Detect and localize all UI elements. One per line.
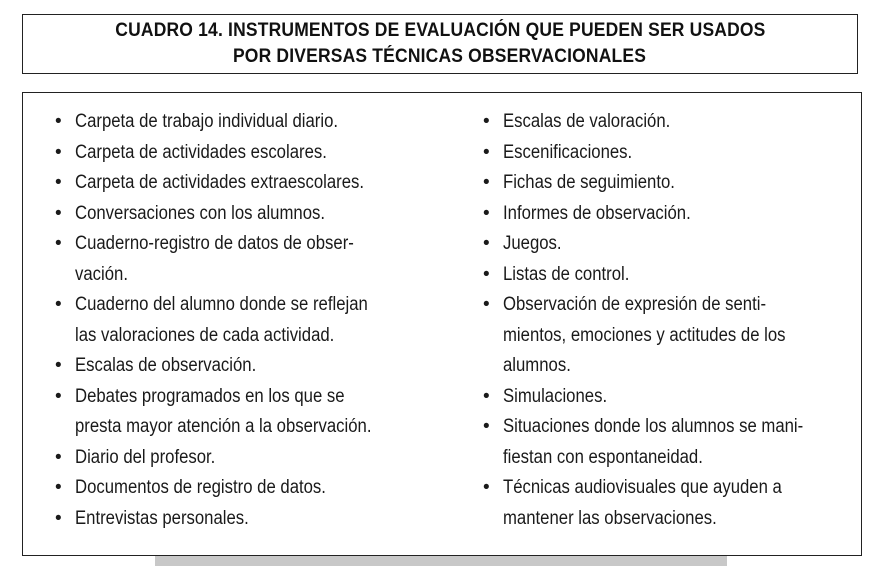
bullet-icon: •	[55, 385, 62, 407]
list-item	[481, 260, 837, 291]
page-shadow-bar	[155, 556, 727, 566]
list-item-text: Cuaderno del alumno donde se reflejan	[75, 294, 368, 315]
title-line-1: CUADRO 14. INSTRUMENTOS DE EVALUACIÓN QUE PUEDEN SER USADOS	[114, 20, 766, 41]
list-item-text: fiestan con espontaneidad.	[503, 446, 703, 468]
list-item	[53, 290, 413, 321]
bullet-icon: •	[483, 141, 490, 163]
list-item	[481, 504, 837, 535]
list-item-text: Escalas de valoración.	[503, 111, 671, 132]
bullet-icon: •	[483, 263, 490, 285]
list-item	[481, 168, 837, 199]
bullet-icon: •	[483, 233, 490, 254]
title-line-2: POR DIVERSAS TÉCNICAS OBSERVACIONALES	[233, 46, 647, 67]
list-item-text: Escenificaciones.	[503, 141, 633, 163]
list-item	[53, 382, 413, 413]
bullet-icon: •	[483, 172, 490, 193]
list-item-text: mantener las observaciones.	[503, 507, 717, 529]
list-item-text: Fichas de seguimiento.	[503, 172, 675, 193]
list-item	[53, 199, 413, 230]
bullet-icon: •	[483, 294, 490, 315]
list-item-text: Observación de expresión de senti-	[503, 294, 767, 315]
bullet-icon: •	[55, 477, 62, 498]
list-item-text: presta mayor atención a la observación.	[75, 416, 372, 437]
table-title-box	[22, 14, 858, 74]
list-item	[481, 107, 837, 138]
list-item	[481, 443, 837, 474]
list-item	[53, 229, 413, 260]
right-column	[481, 107, 837, 534]
bullet-icon: •	[55, 202, 62, 224]
list-item-text: Escalas de observación.	[75, 355, 257, 376]
bullet-icon: •	[55, 141, 62, 163]
list-item-text: Situaciones donde los alumnos se mani-	[503, 416, 804, 437]
list-item	[53, 443, 413, 474]
list-item	[53, 321, 413, 352]
list-item	[53, 351, 413, 382]
bullet-icon: •	[483, 416, 490, 437]
bullet-icon: •	[55, 294, 62, 315]
list-item-text: Debates programados en los que se	[75, 385, 345, 407]
list-item-text: Carpeta de actividades escolares.	[75, 141, 327, 163]
instruments-list-box	[22, 92, 862, 556]
left-instruments-list	[53, 107, 413, 534]
list-item-text: Entrevistas personales.	[75, 507, 249, 529]
bullet-icon: •	[483, 202, 490, 224]
list-item-text: Técnicas audiovisuales que ayuden a	[503, 477, 782, 498]
list-item-text: Conversaciones con los alumnos.	[75, 202, 326, 224]
left-column	[53, 107, 413, 534]
list-item	[53, 473, 413, 504]
list-item-text: alumnos.	[503, 355, 571, 376]
list-item-text: las valoraciones de cada actividad.	[75, 324, 335, 346]
list-item	[53, 107, 413, 138]
bullet-icon: •	[55, 111, 62, 132]
list-item-text: Listas de control.	[503, 263, 630, 285]
list-item	[481, 382, 837, 413]
list-item	[481, 199, 837, 230]
bullet-icon: •	[55, 355, 62, 376]
list-item-text: mientos, emociones y actitudes de los	[503, 324, 786, 346]
list-item-text: Informes de observación.	[503, 202, 691, 224]
bullet-icon: •	[483, 385, 490, 407]
bullet-icon: •	[55, 233, 62, 254]
list-item	[53, 168, 413, 199]
list-item-text: Cuaderno-registro de datos de obser-	[75, 233, 354, 254]
list-item	[481, 412, 837, 443]
list-item	[53, 260, 413, 291]
list-item-text: Simulaciones.	[503, 385, 608, 407]
list-item	[53, 138, 413, 169]
bullet-icon: •	[483, 111, 490, 132]
list-item	[481, 321, 837, 352]
list-item-text: Diario del profesor.	[75, 446, 216, 468]
list-item	[481, 473, 837, 504]
bullet-icon: •	[55, 507, 62, 529]
list-item	[481, 138, 837, 169]
list-item	[481, 351, 837, 382]
bullet-icon: •	[55, 446, 62, 468]
bullet-icon: •	[483, 477, 490, 498]
list-item-text: Juegos.	[503, 233, 562, 254]
list-item	[53, 412, 413, 443]
list-item	[481, 229, 837, 260]
list-item	[481, 290, 837, 321]
list-item-text: Carpeta de trabajo individual diario.	[75, 111, 339, 132]
list-item-text: vación.	[75, 263, 128, 285]
right-instruments-list	[481, 107, 837, 534]
list-item-text: Carpeta de actividades extraescolares.	[75, 172, 365, 193]
list-item-text: Documentos de registro de datos.	[75, 477, 326, 498]
bullet-icon: •	[55, 172, 62, 193]
list-item	[53, 504, 413, 535]
